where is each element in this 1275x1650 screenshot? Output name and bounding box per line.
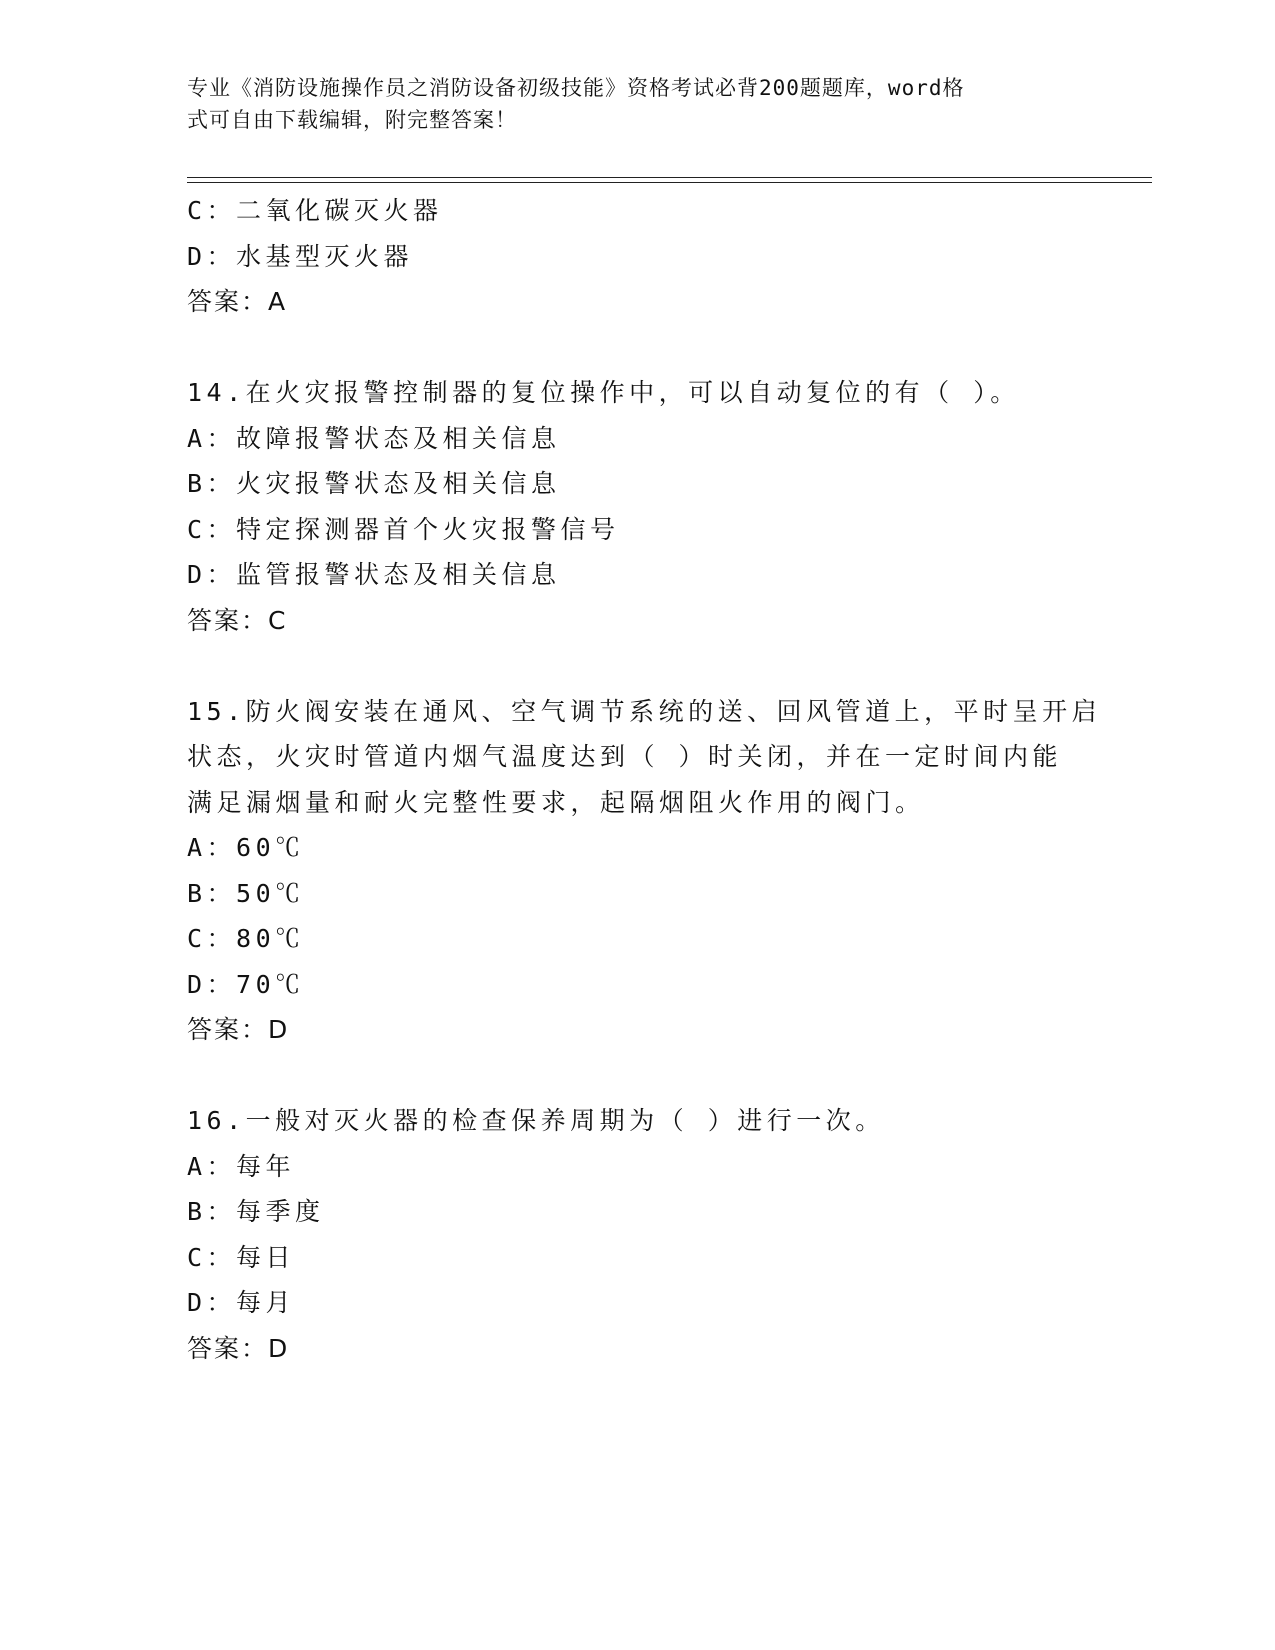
option-a: A：60℃ xyxy=(187,833,305,862)
question-15 xyxy=(187,689,1102,1053)
answer: 答案：D xyxy=(187,1015,290,1044)
answer: 答案：D xyxy=(187,1333,290,1363)
header-divider-bottom xyxy=(187,182,1152,183)
option-d: D：每月 xyxy=(187,1288,296,1317)
spacer xyxy=(187,325,1087,371)
spacer xyxy=(187,643,1087,689)
question-text: 16.一般对灭火器的检查保养周期为（ ）进行一次。 xyxy=(187,1106,885,1135)
option-c: C：每日 xyxy=(187,1242,296,1272)
question-16 xyxy=(187,1098,1087,1371)
question-text-line-3: 满足漏烟量和耐火完整性要求，起隔烟阻火作用的阀门。 xyxy=(187,787,925,817)
question-list xyxy=(187,188,1102,1371)
option-b: B：每季度 xyxy=(187,1197,325,1226)
option-a: A：故障报警状态及相关信息 xyxy=(187,423,561,453)
answer: 答案：A xyxy=(187,287,288,316)
option-b: B：50℃ xyxy=(187,878,305,908)
option-a: A：每年 xyxy=(187,1151,296,1181)
document-header xyxy=(187,72,1067,136)
spacer xyxy=(187,1053,1087,1099)
question-text: 14.在火灾报警控制器的复位操作中，可以自动复位的有（ ）。 xyxy=(187,378,1020,407)
option-d: D：水基型灭火器 xyxy=(187,241,414,271)
answer: 答案：C xyxy=(187,605,288,635)
option-d: D：70℃ xyxy=(187,969,305,999)
question-text-line-2: 状态，火灾时管道内烟气温度达到（ ）时关闭，并在一定时间内能 xyxy=(187,742,1063,771)
header-title-line-1: 专业《消防设施操作员之消防设备初级技能》资格考试必背200题题库，word格 xyxy=(187,76,965,100)
option-c: C：二氧化碳灭火器 xyxy=(187,196,443,225)
option-c: C：80℃ xyxy=(187,924,305,953)
question-14 xyxy=(187,370,1087,643)
header-title-line-2: 式可自由下载编辑，附完整答案！ xyxy=(187,108,517,132)
option-b: B：火灾报警状态及相关信息 xyxy=(187,469,561,498)
header-divider-top xyxy=(187,177,1152,178)
question-13 xyxy=(187,188,1087,325)
option-d: D：监管报警状态及相关信息 xyxy=(187,560,561,589)
question-text-line-1: 15.防火阀安装在通风、空气调节系统的送、回风管道上，平时呈开启 xyxy=(187,696,1102,726)
option-c: C：特定探测器首个火灾报警信号 xyxy=(187,514,620,544)
